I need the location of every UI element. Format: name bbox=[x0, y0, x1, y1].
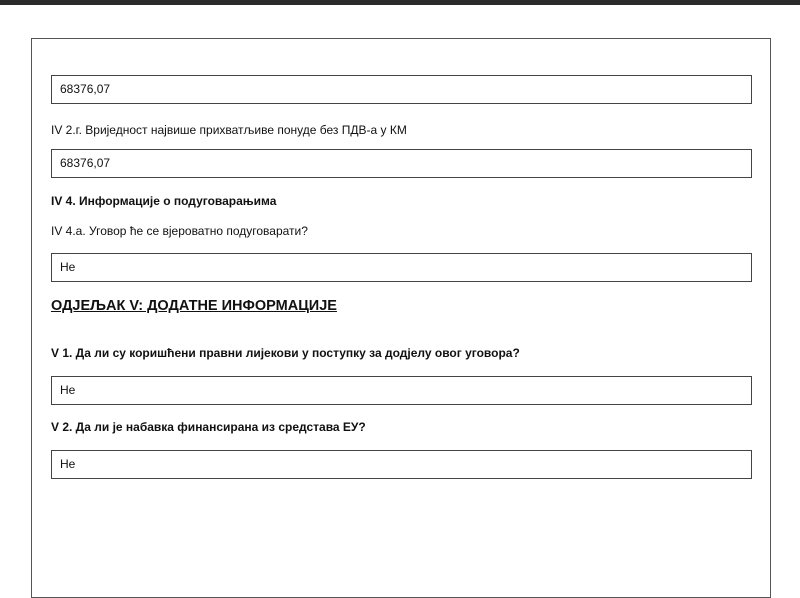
subcontracting-answer-field: Не bbox=[51, 253, 752, 282]
subcontractors-heading: IV 4. Информације о подуговарањима bbox=[51, 194, 277, 208]
legal-remedies-question: V 1. Да ли су коришћени правни лијекови у поступку за додјелу овог уговора? bbox=[51, 346, 520, 360]
eu-funding-question: V 2. Да ли је набавка финансирана из средстава ЕУ? bbox=[51, 420, 366, 434]
eu-funding-answer-field: Не bbox=[51, 450, 752, 479]
subcontracting-question: IV 4.а. Уговор ће се вјероватно подуговарати? bbox=[51, 224, 308, 238]
section-v-heading: ОДЈЕЉАК V: ДОДАТНЕ ИНФОРМАЦИЈЕ bbox=[51, 298, 337, 314]
document-page bbox=[31, 38, 771, 598]
legal-remedies-answer-field: Не bbox=[51, 376, 752, 405]
top-bar bbox=[0, 0, 800, 5]
highest-offer-field: 68376,07 bbox=[51, 149, 752, 178]
highest-offer-label: IV 2.г. Вриједност највише прихватљиве понуде без ПДВ-а у КМ bbox=[51, 123, 407, 137]
value-field-1: 68376,07 bbox=[51, 75, 752, 104]
